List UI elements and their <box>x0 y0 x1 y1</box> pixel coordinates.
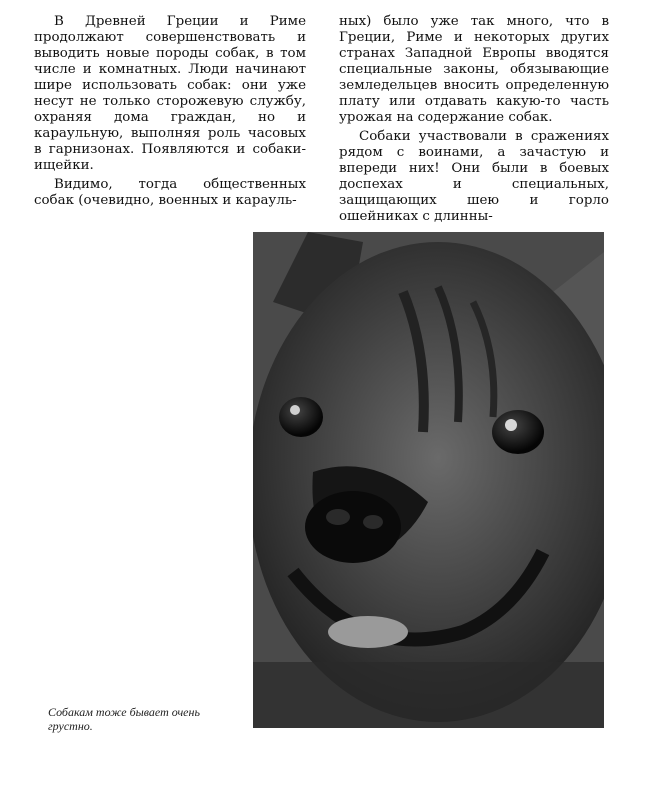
dog-head <box>253 242 604 722</box>
paragraph: Видимо, тогда общественных собак (очевидно, военных и карауль- <box>34 177 306 208</box>
left-eye <box>279 397 323 437</box>
eye-highlight <box>505 419 517 431</box>
right-text-column <box>339 14 609 225</box>
dog-face-illustration <box>253 232 604 728</box>
nostril <box>363 515 383 529</box>
paragraph: Собаки участвовали в сражениях рядом с воинами, а зачастую и впереди них! Они были в боевых доспехах и специальных, защищающих шею и горло ошейниках с длинны- <box>339 129 609 224</box>
eye-highlight <box>290 405 300 415</box>
nostril <box>326 509 350 525</box>
left-text-column <box>34 14 306 209</box>
dog-photo <box>253 232 604 728</box>
right-eye <box>492 410 544 454</box>
nose <box>305 491 401 563</box>
paragraph: В Древней Греции и Риме продолжают совершенствовать и выводить новые породы собак, в том числе и комнатных. Люди начинают шире использовать собак: они уже несут не только сторожевую службу, охраняя дома граждан, но и караульную, выполняя роль часовых в гарнизонах. Появляются и собаки-ищейки. <box>34 14 306 173</box>
paragraph: ных) было уже так много, что в Греции, Риме и некоторых других странах Западной Европы вводятся специальные законы, обязывающие земледельцев вносить определенную плату или отдавать какую-то часть урожая на содержание собак. <box>339 14 609 125</box>
chin-shadow <box>253 662 604 728</box>
lower-lip <box>328 616 408 648</box>
figure-caption: Собакам тоже бывает очень грустно. <box>48 705 200 733</box>
